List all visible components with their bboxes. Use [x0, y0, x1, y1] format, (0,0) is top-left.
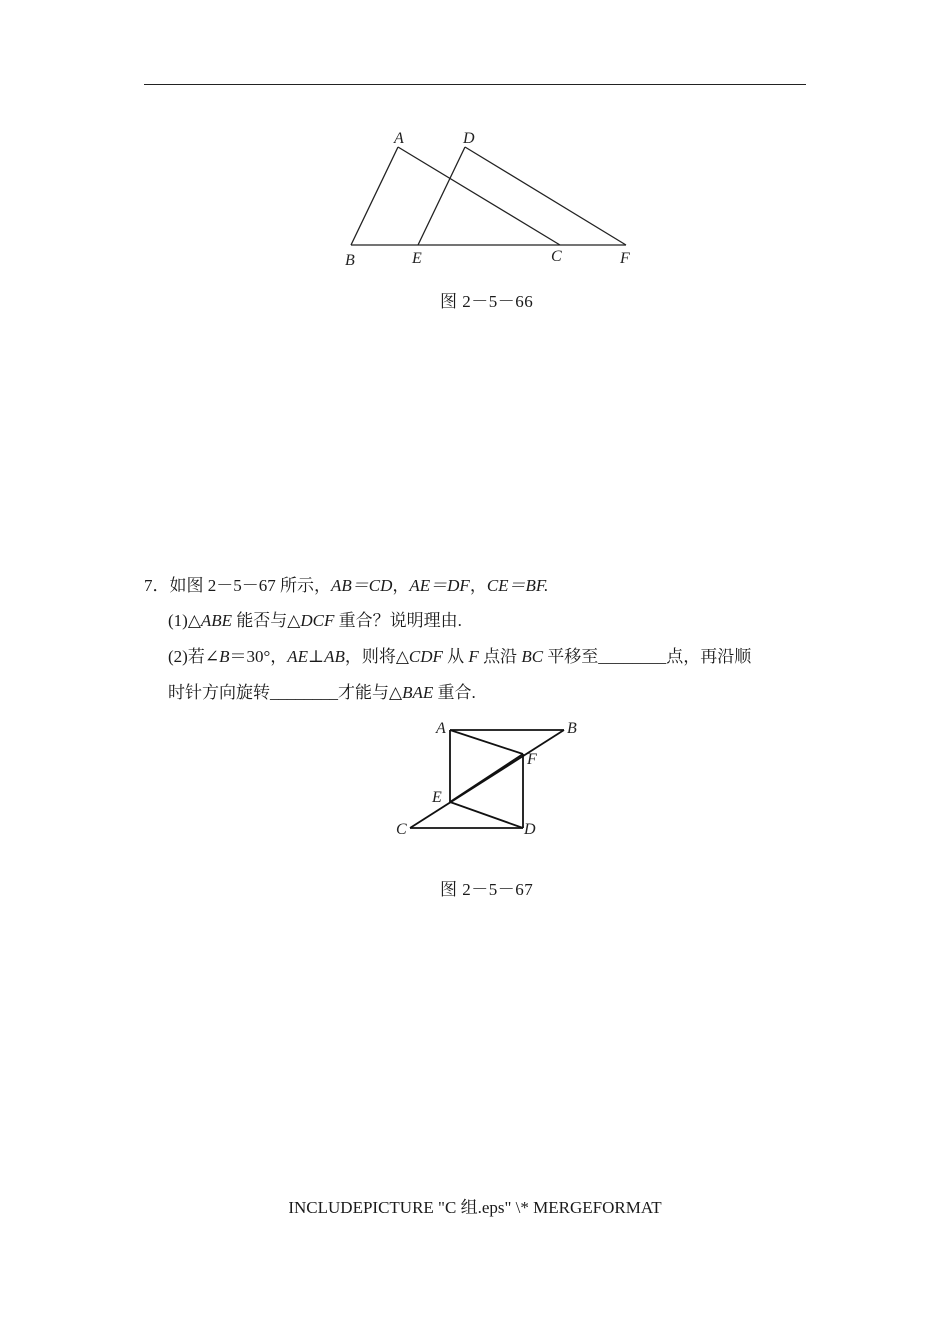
question-7-stem [144, 571, 548, 596]
header-rule [144, 84, 806, 85]
label-d: D [524, 821, 536, 838]
text: 若∠ [187, 647, 220, 666]
text: 点沿 [478, 647, 522, 666]
label-c: C [396, 821, 407, 838]
text: 点，再沿顺 [666, 647, 752, 666]
footer-field-code: INCLUDEPICTURE "C 组.eps" \* MERGEFORMAT [288, 1198, 662, 1217]
eq-ce-bf: CE＝BF. [486, 576, 549, 595]
question-7-part-2-line-2 [168, 678, 476, 703]
triangles-diagram [330, 120, 650, 280]
seg-ae: AE [287, 647, 309, 666]
stem-prefix: 如图 2－5－67 所示， [169, 576, 331, 595]
part-label: (2) [168, 647, 188, 666]
text: ＝30°， [229, 647, 288, 666]
text: 时针方向旋转 [168, 683, 270, 702]
segment-af [450, 730, 523, 754]
text: 从 [442, 647, 469, 666]
label-c: C [551, 248, 562, 265]
label-e: E [412, 250, 422, 267]
segment-de [418, 147, 465, 245]
eq-ae-df: AE＝DF [409, 576, 470, 595]
comma: ， [392, 576, 410, 595]
tri-bae: BAE [402, 683, 434, 702]
text: 才能与△ [338, 683, 403, 702]
segment-ab [351, 147, 398, 245]
figure-2-5-67-caption: 图 2－5－67 [440, 880, 534, 899]
figure-diagram [390, 712, 590, 847]
text: 能否与△ [232, 611, 301, 630]
text: ，则将△ [344, 647, 409, 666]
question-number: 7． [144, 576, 170, 595]
label-b: B [345, 252, 355, 269]
segment-df [465, 147, 626, 245]
label-b: B [567, 720, 577, 737]
segment-bc [410, 730, 564, 828]
figure-2-5-66 [330, 120, 650, 280]
question-7-part-1 [168, 606, 462, 631]
tri-cdf: CDF [408, 647, 443, 666]
segment-ed [450, 802, 523, 828]
text: 重合？说明理由. [334, 611, 462, 630]
seg-bc: BC [521, 647, 544, 666]
label-e: E [432, 789, 442, 806]
label-f: F [527, 751, 537, 768]
tri-abe: ABE [200, 611, 233, 630]
answer-blank-2[interactable]: ________ [270, 683, 338, 702]
tri-dcf: DCF [300, 611, 335, 630]
text: 重合. [433, 683, 476, 702]
point-f: F [468, 647, 479, 666]
answer-blank-1[interactable]: ________ [598, 647, 667, 666]
label-d: D [463, 130, 475, 147]
label-f: F [620, 250, 630, 267]
text: 平移至 [543, 647, 599, 666]
question-7-part-2-line-1 [168, 642, 751, 667]
seg-ab: AB [324, 647, 345, 666]
segment-ac [398, 147, 560, 245]
comma: ， [469, 576, 487, 595]
part-label: (1) [168, 611, 188, 630]
angle-b: B [219, 647, 230, 666]
label-a: A [436, 720, 446, 737]
eq-ab-cd: AB＝CD [331, 576, 393, 595]
figure-2-5-66-caption: 图 2－5－66 [440, 292, 534, 311]
perp-symbol: ⊥ [308, 647, 325, 666]
segment-ef [450, 754, 523, 802]
figure-2-5-67 [390, 712, 590, 847]
triangle-symbol: △ [187, 611, 201, 630]
label-a: A [394, 130, 404, 147]
